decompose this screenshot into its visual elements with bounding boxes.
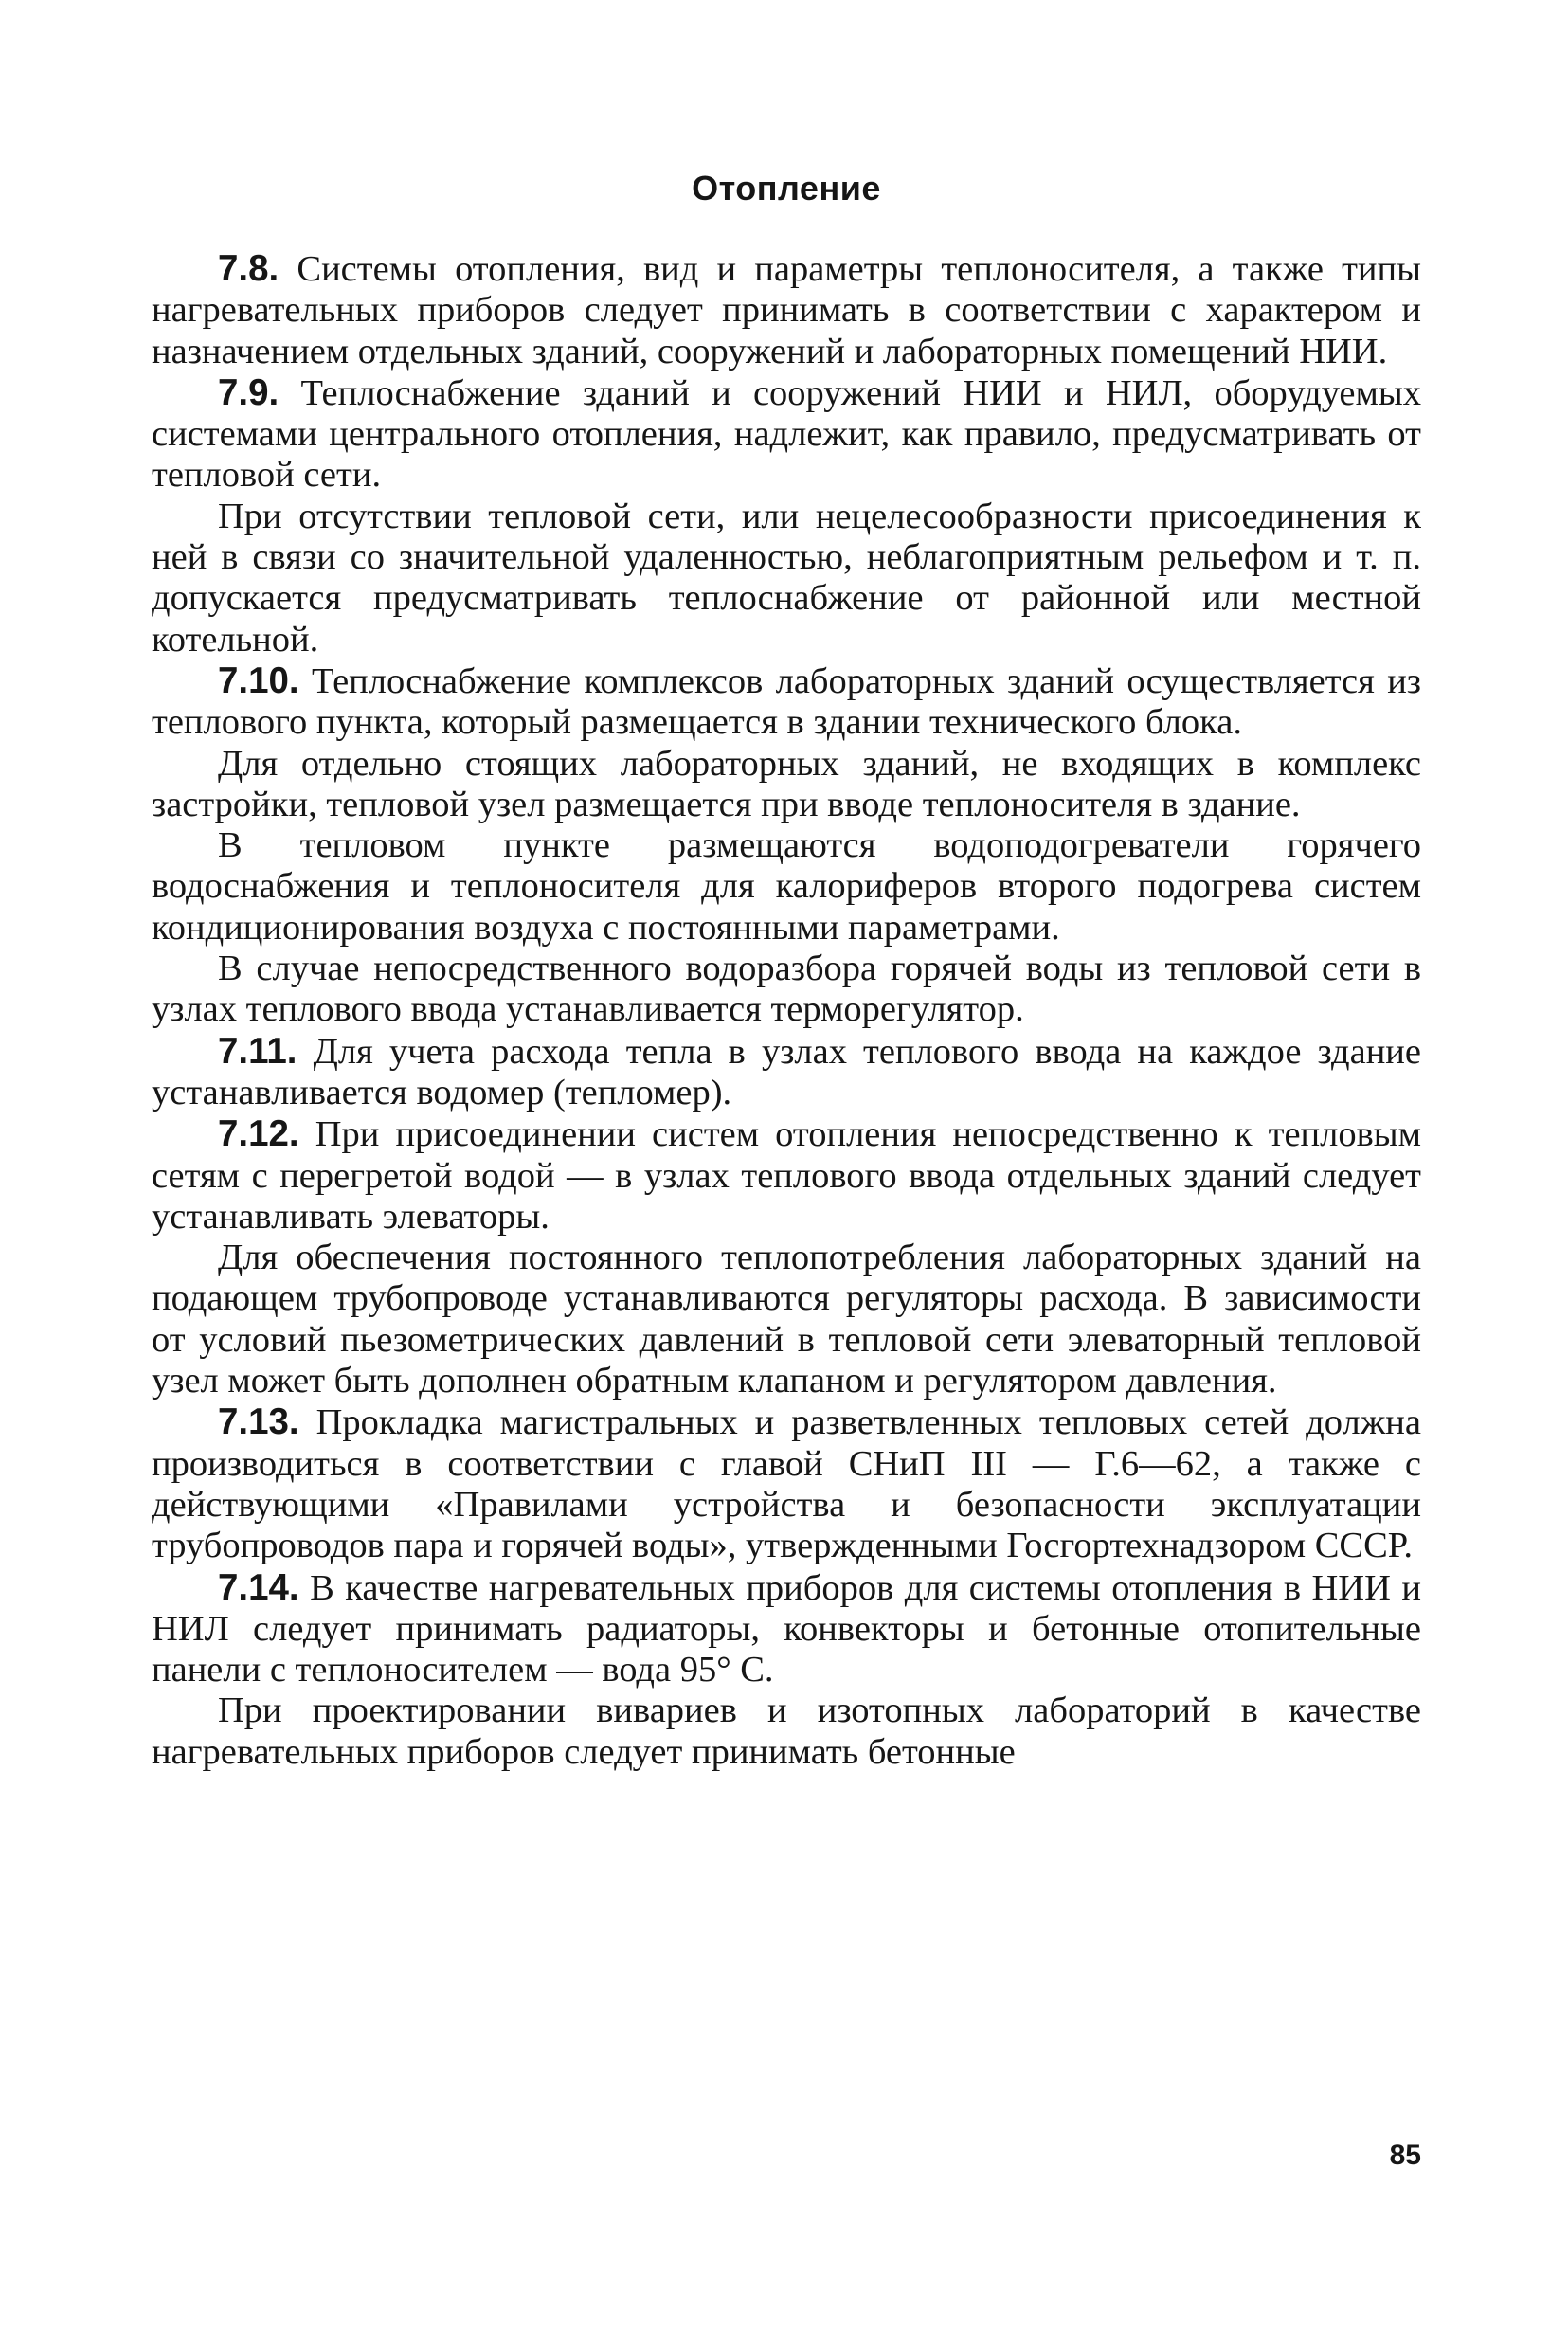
paragraph-text: Для отдельно стоящих лабораторных зданий, не входящих в комплекс застройки, тепловой узел размещается при вводе теплоносителя в здание. [152,743,1421,824]
section-heading: Отопление [692,169,881,208]
clause-number: 7.14. [218,1566,299,1608]
paragraph [152,1238,1421,1401]
paragraph-text: При присоединении систем отопления непосредственно к тепловым сетям с перегретой водой — в узлах теплового ввода отдельных зданий следует устанавливать элеваторы. [152,1114,1422,1237]
clause-number: 7.12. [218,1113,299,1155]
paragraph-7-9 [152,372,1421,497]
paragraph-text: В случае непосредственного водоразбора горячей воды из тепловой сети в узлах теплового ввода устанавливается терморегулятор. [152,949,1421,1030]
clause-number: 7.11. [218,1030,297,1072]
paragraph-7-10 [152,660,1421,744]
paragraph-7-12 [152,1113,1421,1238]
paragraph-7-14 [152,1567,1421,1691]
paragraph-text: Системы отопления, вид и параметры теплоносителя, а также типы нагревательных приборов следует принимать в соответствии с характером и назначением отдельных зданий, сооружений и лабораторных помещений НИИ. [152,249,1422,371]
paragraph-text: При отсутствии тепловой сети, или нецелесообразности присоединения к ней в связи со значительной удаленностью, неблагоприятным рельефом и т. п. допускается предусматривать теплоснабжение от районной или местной котельной. [152,496,1421,660]
paragraph [152,825,1421,949]
clause-number: 7.8. [218,248,279,289]
paragraph [152,497,1421,660]
clause-number: 7.13. [218,1401,299,1443]
paragraph [152,744,1421,826]
paragraph-text: Теплоснабжение зданий и сооружений НИИ и НИЛ, оборудуемых системами центрального отопления, надлежит, как правило, предусматривать от тепловой сети. [152,372,1422,496]
paragraph-7-8 [152,248,1421,372]
clause-number: 7.10. [218,660,299,701]
paragraph-text: Для учета расхода тепла в узлах теплового ввода на каждое здание устанавливается водомер (тепломер). [152,1031,1422,1112]
paragraph-text: В тепловом пункте размещаются водоподогреватели горячего водоснабжения и теплоносителя для калориферов второго подогрева систем кондиционирования воздуха с постоянными параметрами. [152,825,1421,948]
paragraph-7-11 [152,1031,1421,1114]
paragraph-text: При проектировании вивариев и изотопных лабораторий в качестве нагревательных приборов следует принимать бетонные [152,1690,1421,1772]
paragraph-text: Для обеспечения постоянного теплопотребления лабораторных зданий на подающем трубопроводе устанавливаются регуляторы расхода. В зависимости от условий пьезометрических давлений в тепловой сети элеваторный тепловой узел может быть дополнен обратным клапаном и регулятором давления. [152,1238,1421,1401]
paragraph [152,949,1421,1031]
clause-number: 7.9. [218,371,279,413]
paragraph-7-13 [152,1401,1421,1566]
page-body [152,248,1421,1773]
page-number: 85 [1389,2140,1421,2171]
paragraph-text: Теплоснабжение комплексов лабораторных зданий осуществляется из теплового пункта, который размещается в здании технического блока. [152,660,1422,743]
paragraph [152,1690,1421,1773]
book-page [152,0,1421,2350]
paragraph-text: В качестве нагревательных приборов для системы отопления в НИИ и НИЛ следует принимать радиаторы, конвекторы и бетонные отопительные панели с теплоносителем — вода 95° С. [152,1567,1421,1690]
paragraph-text: Прокладка магистральных и разветвленных тепловых сетей должна производиться в соответствии с главой СНиП III — Г.6—62, а также с действующими «Правилами устройства и безопасности эксплуатации трубопроводов пара и горячей воды», утвержденными Госгортехнадзором СССР. [152,1402,1422,1566]
